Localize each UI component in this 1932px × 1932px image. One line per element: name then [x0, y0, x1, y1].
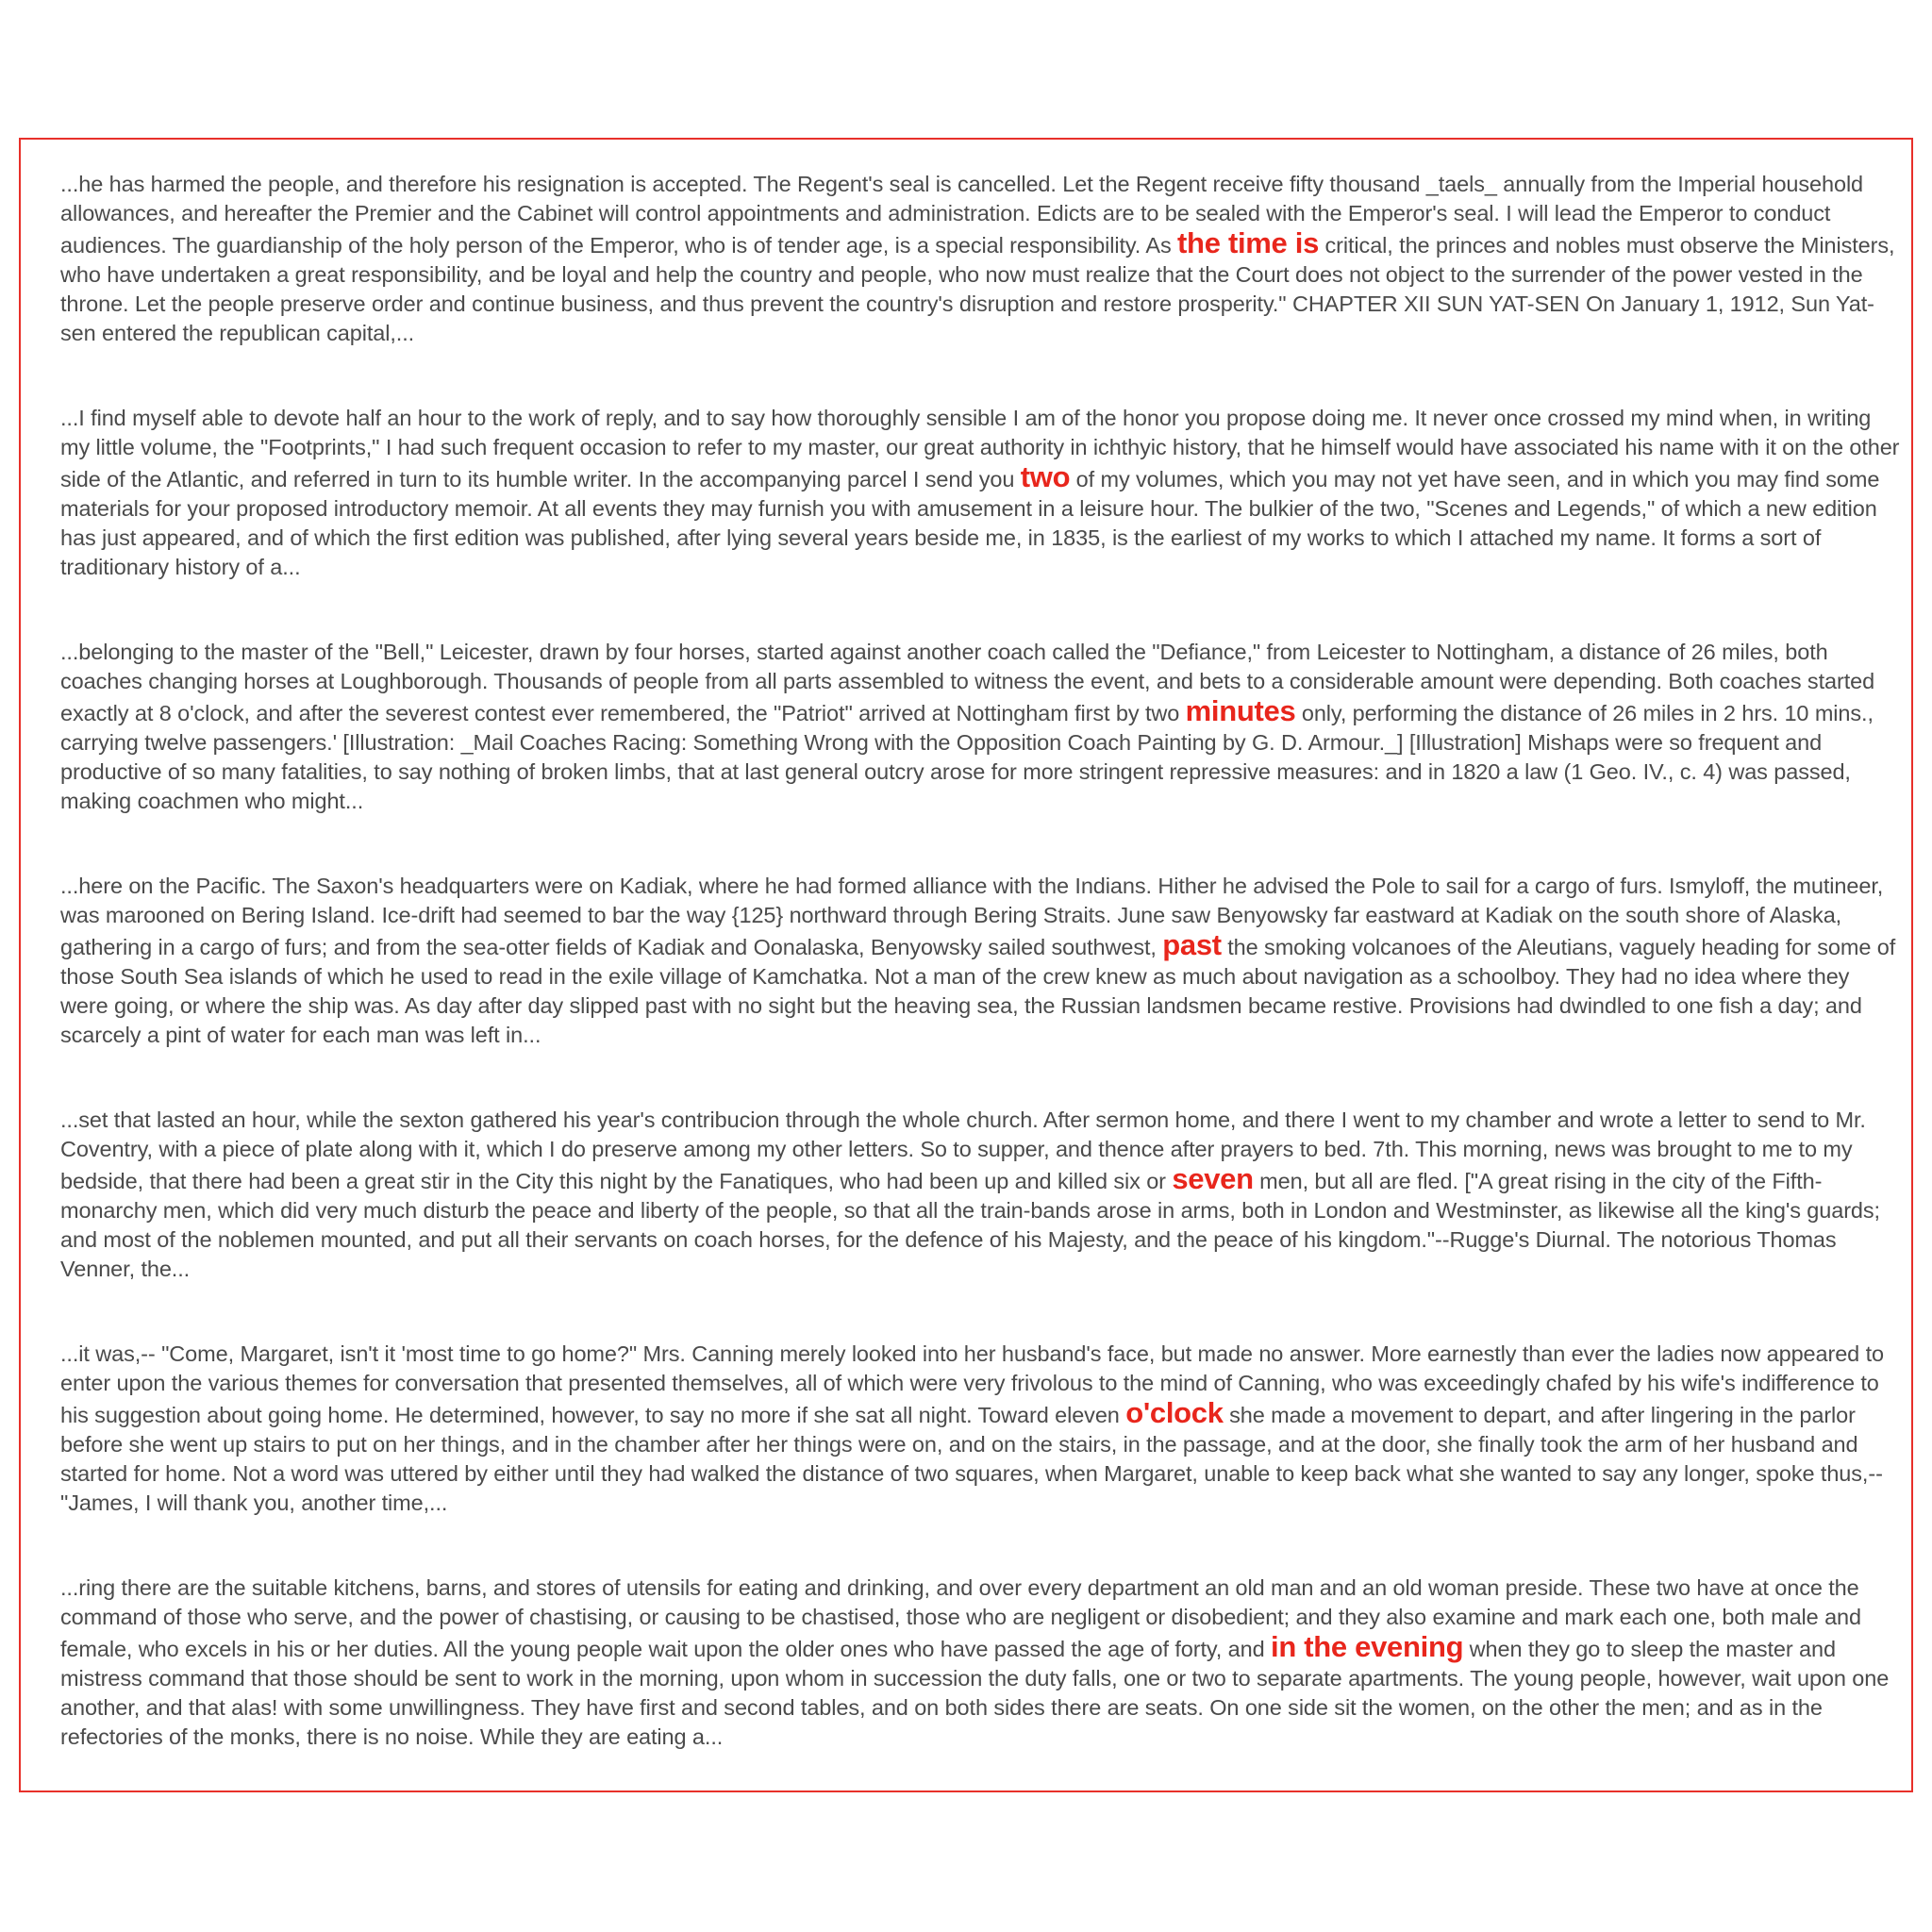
passage: [60, 1106, 1900, 1281]
highlighted-phrase: two: [1020, 460, 1071, 493]
highlighted-phrase: past: [1162, 928, 1222, 961]
passage-text-after: only, performing the distance of 26 miles in 2 hrs. 10 mins., carrying twelve passengers.' [Illustration: _Mail Coaches Racing: Something Wrong with the Opposition Coach Painting by G. D. Armour._] [Illustration] Mishaps were so frequent and productive of so many fatalities, to say nothing of broken limbs, that at last general outcry arose for more stringent repressive measures: and in 1820 a law (1 Geo. IV., c. 4) was passed, making coachmen who might...: [60, 701, 1874, 813]
passage-text-before: ...it was,-- "Come, Margaret, isn't it 'most time to go home?" Mrs. Canning merely looked into her husband's face, but made no answer. More earnestly than ever the ladies now appeared to enter upon the various themes for conversation that presented themselves, all of which were very frivolous to the mind of Canning, who was exceedingly chafed by his wife's indifference to his suggestion about going home. He determined, however, to say no more if she sat all night. Toward eleven: [60, 1341, 1884, 1427]
passage-text-after: the smoking volcanoes of the Aleutians, vaguely heading for some of those South Sea islands of which he used to read in the exile village of Kamchatka. Not a man of the crew knew as much about navigation as a schoolboy. They had no idea where they were going, or where the ship was. As day after day slipped past with no sight but the heaving sea, the Russian landsmen became restive. Provisions had dwindled to one fish a day; and scarcely a pint of water for each man was left in...: [60, 935, 1896, 1047]
passage-text-after: she made a movement to depart, and after lingering in the parlor before she went up stairs to put on her things, and in the chamber after her things were on, and on the stairs, in the passage, and at the door, she finally took the arm of her husband and started for home. Not a word was uttered by either until they had walked the distance of two squares, when Margaret, unable to keep back what she wanted to say any longer, spoke thus,-- "James, I will thank you, another time,...: [60, 1403, 1883, 1515]
passage-text-before: ...set that lasted an hour, while the sexton gathered his year's contribucion through the whole church. After sermon home, and there I went to my chamber and wrote a letter to send to Mr. Coventry, with a piece of plate along with it, which I do preserve among my other letters. So to supper, and thence after prayers to bed. 7th. This morning, news was brought to me to my bedside, that there had been a great stir in the City this night by the Fanatiques, who had been up and killed six or: [60, 1108, 1866, 1193]
passage: [60, 170, 1900, 345]
passage: [60, 872, 1900, 1047]
results-frame: [19, 138, 1913, 1792]
passage-text-after: of my volumes, which you may not yet have seen, and in which you may find some materials for your proposed introductory memoir. At all events they may furnish you with amusement in a leisure hour. The bulkier of the two, "Scenes and Legends," of which a new edition has just appeared, and of which the first edition was published, after lying several years beside me, in 1835, is the earliest of my works to which I attached my name. It forms a sort of traditionary history of a...: [60, 467, 1880, 579]
highlighted-phrase: in the evening: [1271, 1630, 1464, 1663]
passage: [60, 1340, 1900, 1515]
passage-text-before: ...here on the Pacific. The Saxon's headquarters were on Kadiak, where he had formed alliance with the Indians. Hither he advised the Pole to sail for a cargo of furs. Ismyloff, the mutineer, was marooned on Bering Island. Ice-drift had seemed to bar the way {125} northward through Bering Straits. June saw Benyowsky far eastward at Kadiak on the south shore of Alaska, gathering in a cargo of furs; and from the sea-otter fields of Kadiak and Oonalaska, Benyowsky sailed southwest,: [60, 874, 1884, 959]
highlighted-phrase: seven: [1172, 1162, 1254, 1195]
passage: [60, 404, 1900, 579]
passage: [60, 1574, 1900, 1749]
passage-text-after: critical, the princes and nobles must observe the Ministers, who have undertaken a great responsibility, and be loyal and help the country and people, who now must realize that the Court does not object to the surrender of the power vested in the throne. Let the people preserve order and continue business, and thus prevent the country's disruption and restore prosperity." CHAPTER XII SUN YAT-SEN On January 1, 1912, Sun Yat-sen entered the republican capital,...: [60, 233, 1895, 345]
passage-text-before: ...he has harmed the people, and therefore his resignation is accepted. The Regent's seal is cancelled. Let the Regent receive fifty thousand _taels_ annually from the Imperial household allowances, and hereafter the Premier and the Cabinet will control appointments and administration. Edicts are to be sealed with the Emperor's seal. I will lead the Emperor to conduct audiences. The guardianship of the holy person of the Emperor, who is of tender age, is a special responsibility. As: [60, 172, 1864, 258]
highlighted-phrase: o'clock: [1125, 1396, 1224, 1429]
passage-text-after: when they go to sleep the master and mistress command that those should be sent to work in the morning, upon whom in succession the duty falls, one or two to separate apartments. The young people, however, wait upon one another, and that alas! with some unwillingness. They have first and second tables, and on both sides there are seats. On one side sit the women, on the other the men; and as in the refectories of the monks, there is no noise. While they are eating a...: [60, 1637, 1890, 1749]
passage-text-before: ...belonging to the master of the "Bell," Leicester, drawn by four horses, started against another coach called the "Defiance," from Leicester to Nottingham, a distance of 26 miles, both coaches changing horses at Loughborough. Thousands of people from all parts assembled to witness the event, and bets to a considerable amount were depending. Both coaches started exactly at 8 o'clock, and after the severest contest ever remembered, the "Patriot" arrived at Nottingham first by two: [60, 640, 1875, 725]
passage: [60, 638, 1900, 813]
passage-text-before: ...ring there are the suitable kitchens, barns, and stores of utensils for eating and drinking, and over every department an old man and an old woman preside. These two have at once the command of those who serve, and the power of chastising, or causing to be chastised, those who are negligent or disobedient; and they also examine and mark each one, both male and female, who excels in his or her duties. All the young people wait upon the older ones who have passed the age of forty, and: [60, 1575, 1861, 1661]
passage-text-before: ...I find myself able to devote half an hour to the work of reply, and to say how thoroughly sensible I am of the honor you propose doing me. It never once crossed my mind when, in writing my little volume, the "Footprints," I had such frequent occasion to refer to my master, our great authority in ichthyic history, that he himself would have associated his name with it on the other side of the Atlantic, and referred in turn to its humble writer. In the accompanying parcel I send you: [60, 406, 1900, 491]
passage-text-after: men, but all are fled. ["A great rising in the city of the Fifth-monarchy men, which did very much disturb the peace and liberty of the people, so that all the train-bands arose in arms, both in London and Westminster, as likewise all the king's guards; and most of the noblemen mounted, and put all their servants on coach horses, for the defence of his Majesty, and the peace of his kingdom."--Rugge's Diurnal. The notorious Thomas Venner, the...: [60, 1169, 1880, 1281]
highlighted-phrase: minutes: [1185, 694, 1296, 727]
highlighted-phrase: the time is: [1177, 226, 1320, 259]
passage-list: [60, 170, 1900, 1749]
